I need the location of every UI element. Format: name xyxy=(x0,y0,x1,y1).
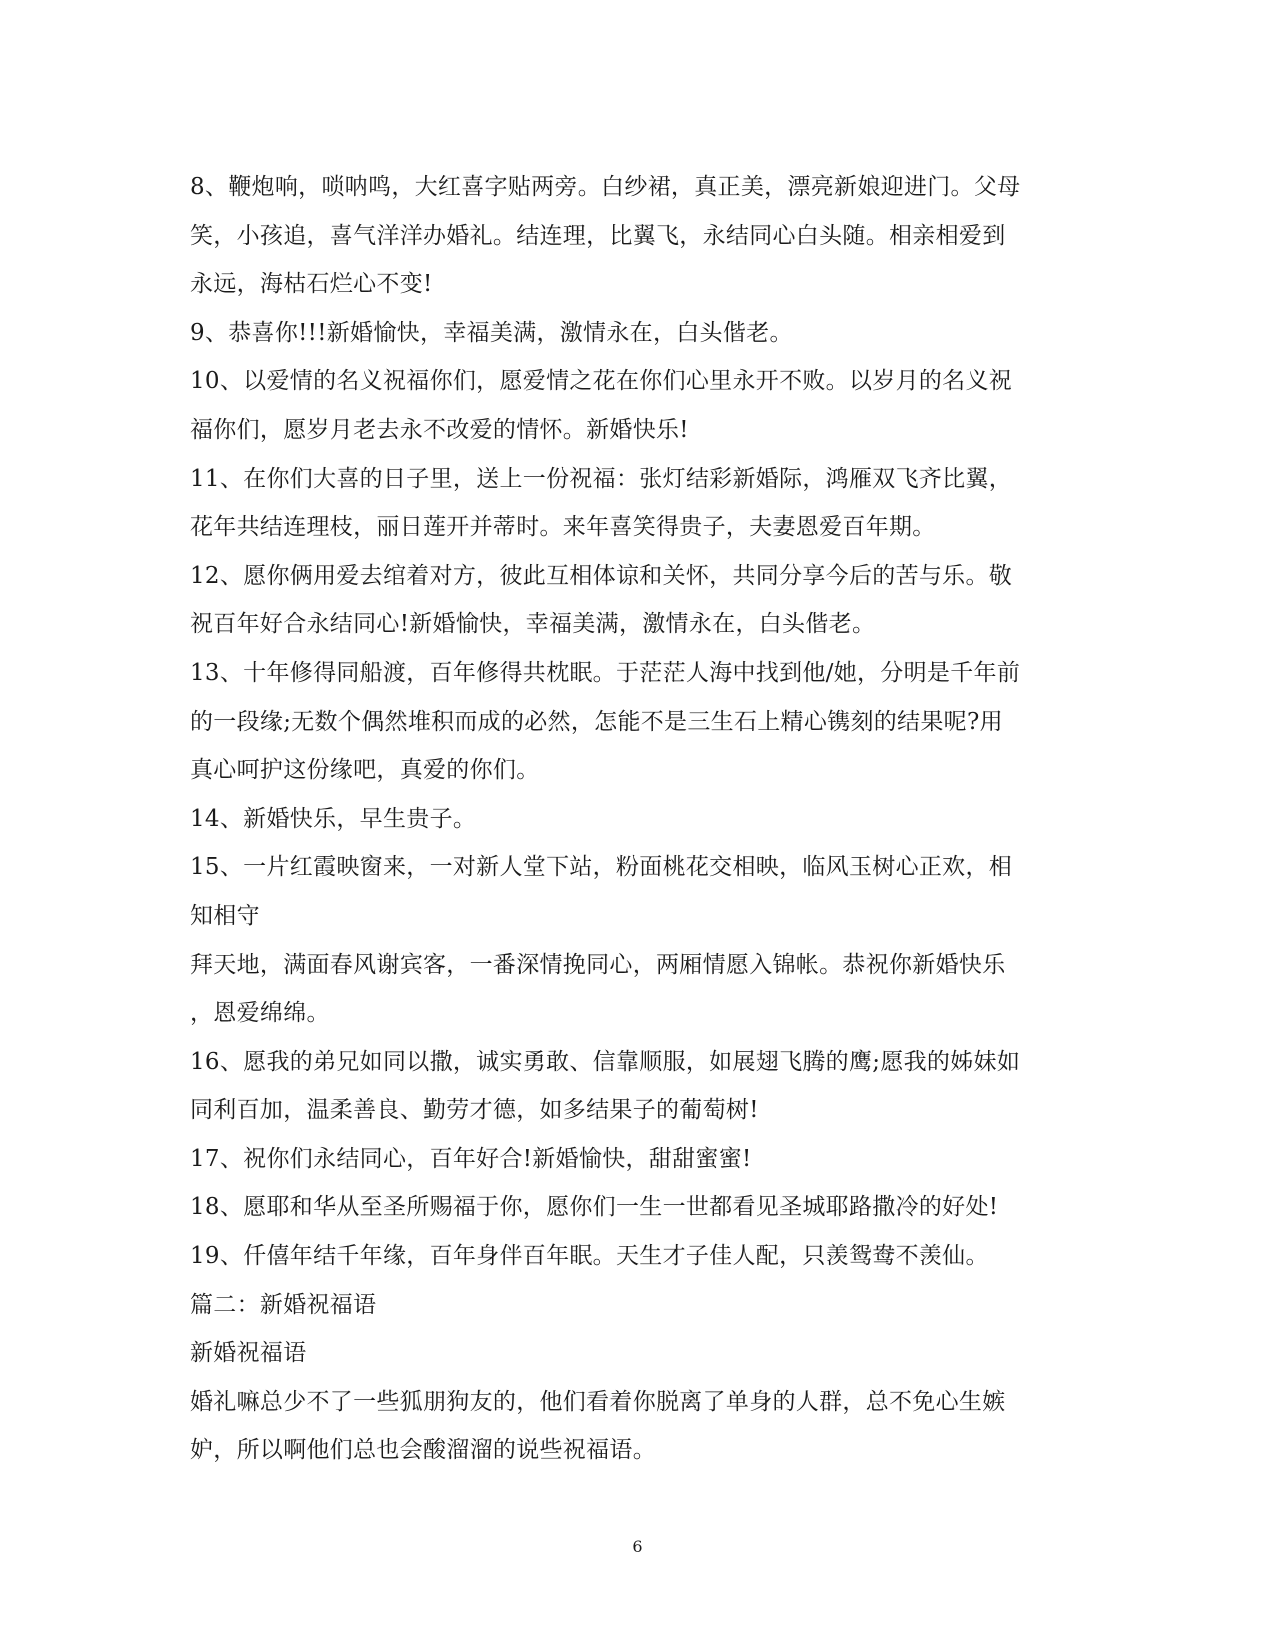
text-line: 19、仟僖年结千年缘，百年身伴百年眠。天生才子佳人配，只羡鸳鸯不羡仙。 xyxy=(190,1243,989,1270)
text-line: 8、鞭炮响，唢呐鸣，大红喜字贴两旁。白纱裙，真正美，漂亮新娘迎进门。父母 xyxy=(190,174,1021,200)
text-line: 福你们，愿岁月老去永不改爱的情怀。新婚快乐! xyxy=(190,416,689,443)
text-line: 10、以爱情的名义祝福你们，愿爱情之花在你们心里永开不败。以岁月的名义祝 xyxy=(190,368,1013,395)
text-line: 同利百加，温柔善良、勤劳才德，如多结果子的葡萄树! xyxy=(190,1097,759,1124)
text-line: 9、恭喜你!!!新婚愉快，幸福美满，激情永在，白头偕老。 xyxy=(190,319,793,346)
page-number: 6 xyxy=(632,1537,643,1556)
document-body xyxy=(190,163,1070,1475)
text-line: 祝百年好合永结同心!新婚愉快，幸福美满，激情永在，白头偕老。 xyxy=(190,611,876,638)
text-line: 永远，海枯石烂心不变! xyxy=(190,271,433,298)
section-title: 新婚祝福语 xyxy=(190,1340,307,1367)
text-line: 18、愿耶和华从至圣所赐福于你，愿你们一生一世都看见圣城耶路撒冷的好处! xyxy=(190,1194,999,1221)
text-line: 15、一片红霞映窗来，一对新人堂下站，粉面桃花交相映，临风玉树心正欢，相 xyxy=(190,854,1013,881)
text-line: 11、在你们大喜的日子里，送上一份祝福：张灯结彩新婚际，鸿雁双飞齐比翼， xyxy=(190,465,1013,492)
text-line: 13、十年修得同船渡，百年修得共枕眠。于茫茫人海中找到他/她，分明是千年前 xyxy=(190,659,1021,686)
text-line: 12、愿你俩用爱去绾着对方，彼此互相体谅和关怀，共同分享今后的苦与乐。敬 xyxy=(190,562,1013,589)
text-line: ，恩爱绵绵。 xyxy=(190,1000,330,1027)
text-line: 16、愿我的弟兄如同以撒，诚实勇敢、信靠顺服，如展翅飞腾的鹰;愿我的姊妹如 xyxy=(190,1048,1021,1075)
text-line: 真心呵护这份缘吧，真爱的你们。 xyxy=(190,757,540,784)
text-line: 14、新婚快乐，早生贵子。 xyxy=(190,805,477,832)
text-line: 拜天地，满面春风谢宾客，一番深情挽同心，两厢情愿入锦帐。恭祝你新婚快乐 xyxy=(190,951,1006,978)
text-line: 的一段缘;无数个偶然堆积而成的必然，怎能不是三生石上精心镌刻的结果呢?用 xyxy=(190,708,1003,735)
text-line: 知相守 xyxy=(190,902,260,929)
text-line: 妒，所以啊他们总也会酸溜溜的说些祝福语。 xyxy=(190,1437,656,1464)
text-line: 17、祝你们永结同心，百年好合!新婚愉快，甜甜蜜蜜! xyxy=(190,1145,752,1172)
text-line: 花年共结连理枝，丽日莲开并蒂时。来年喜笑得贵子，夫妻恩爱百年期。 xyxy=(190,514,936,541)
text-line: 婚礼嘛总少不了一些狐朋狗友的，他们看着你脱离了单身的人群，总不免心生嫉 xyxy=(190,1388,1006,1415)
section-heading: 篇二：新婚祝福语 xyxy=(190,1291,377,1318)
text-line: 笑，小孩追，喜气洋洋办婚礼。结连理，比翼飞，永结同心白头随。相亲相爱到 xyxy=(190,222,1006,249)
